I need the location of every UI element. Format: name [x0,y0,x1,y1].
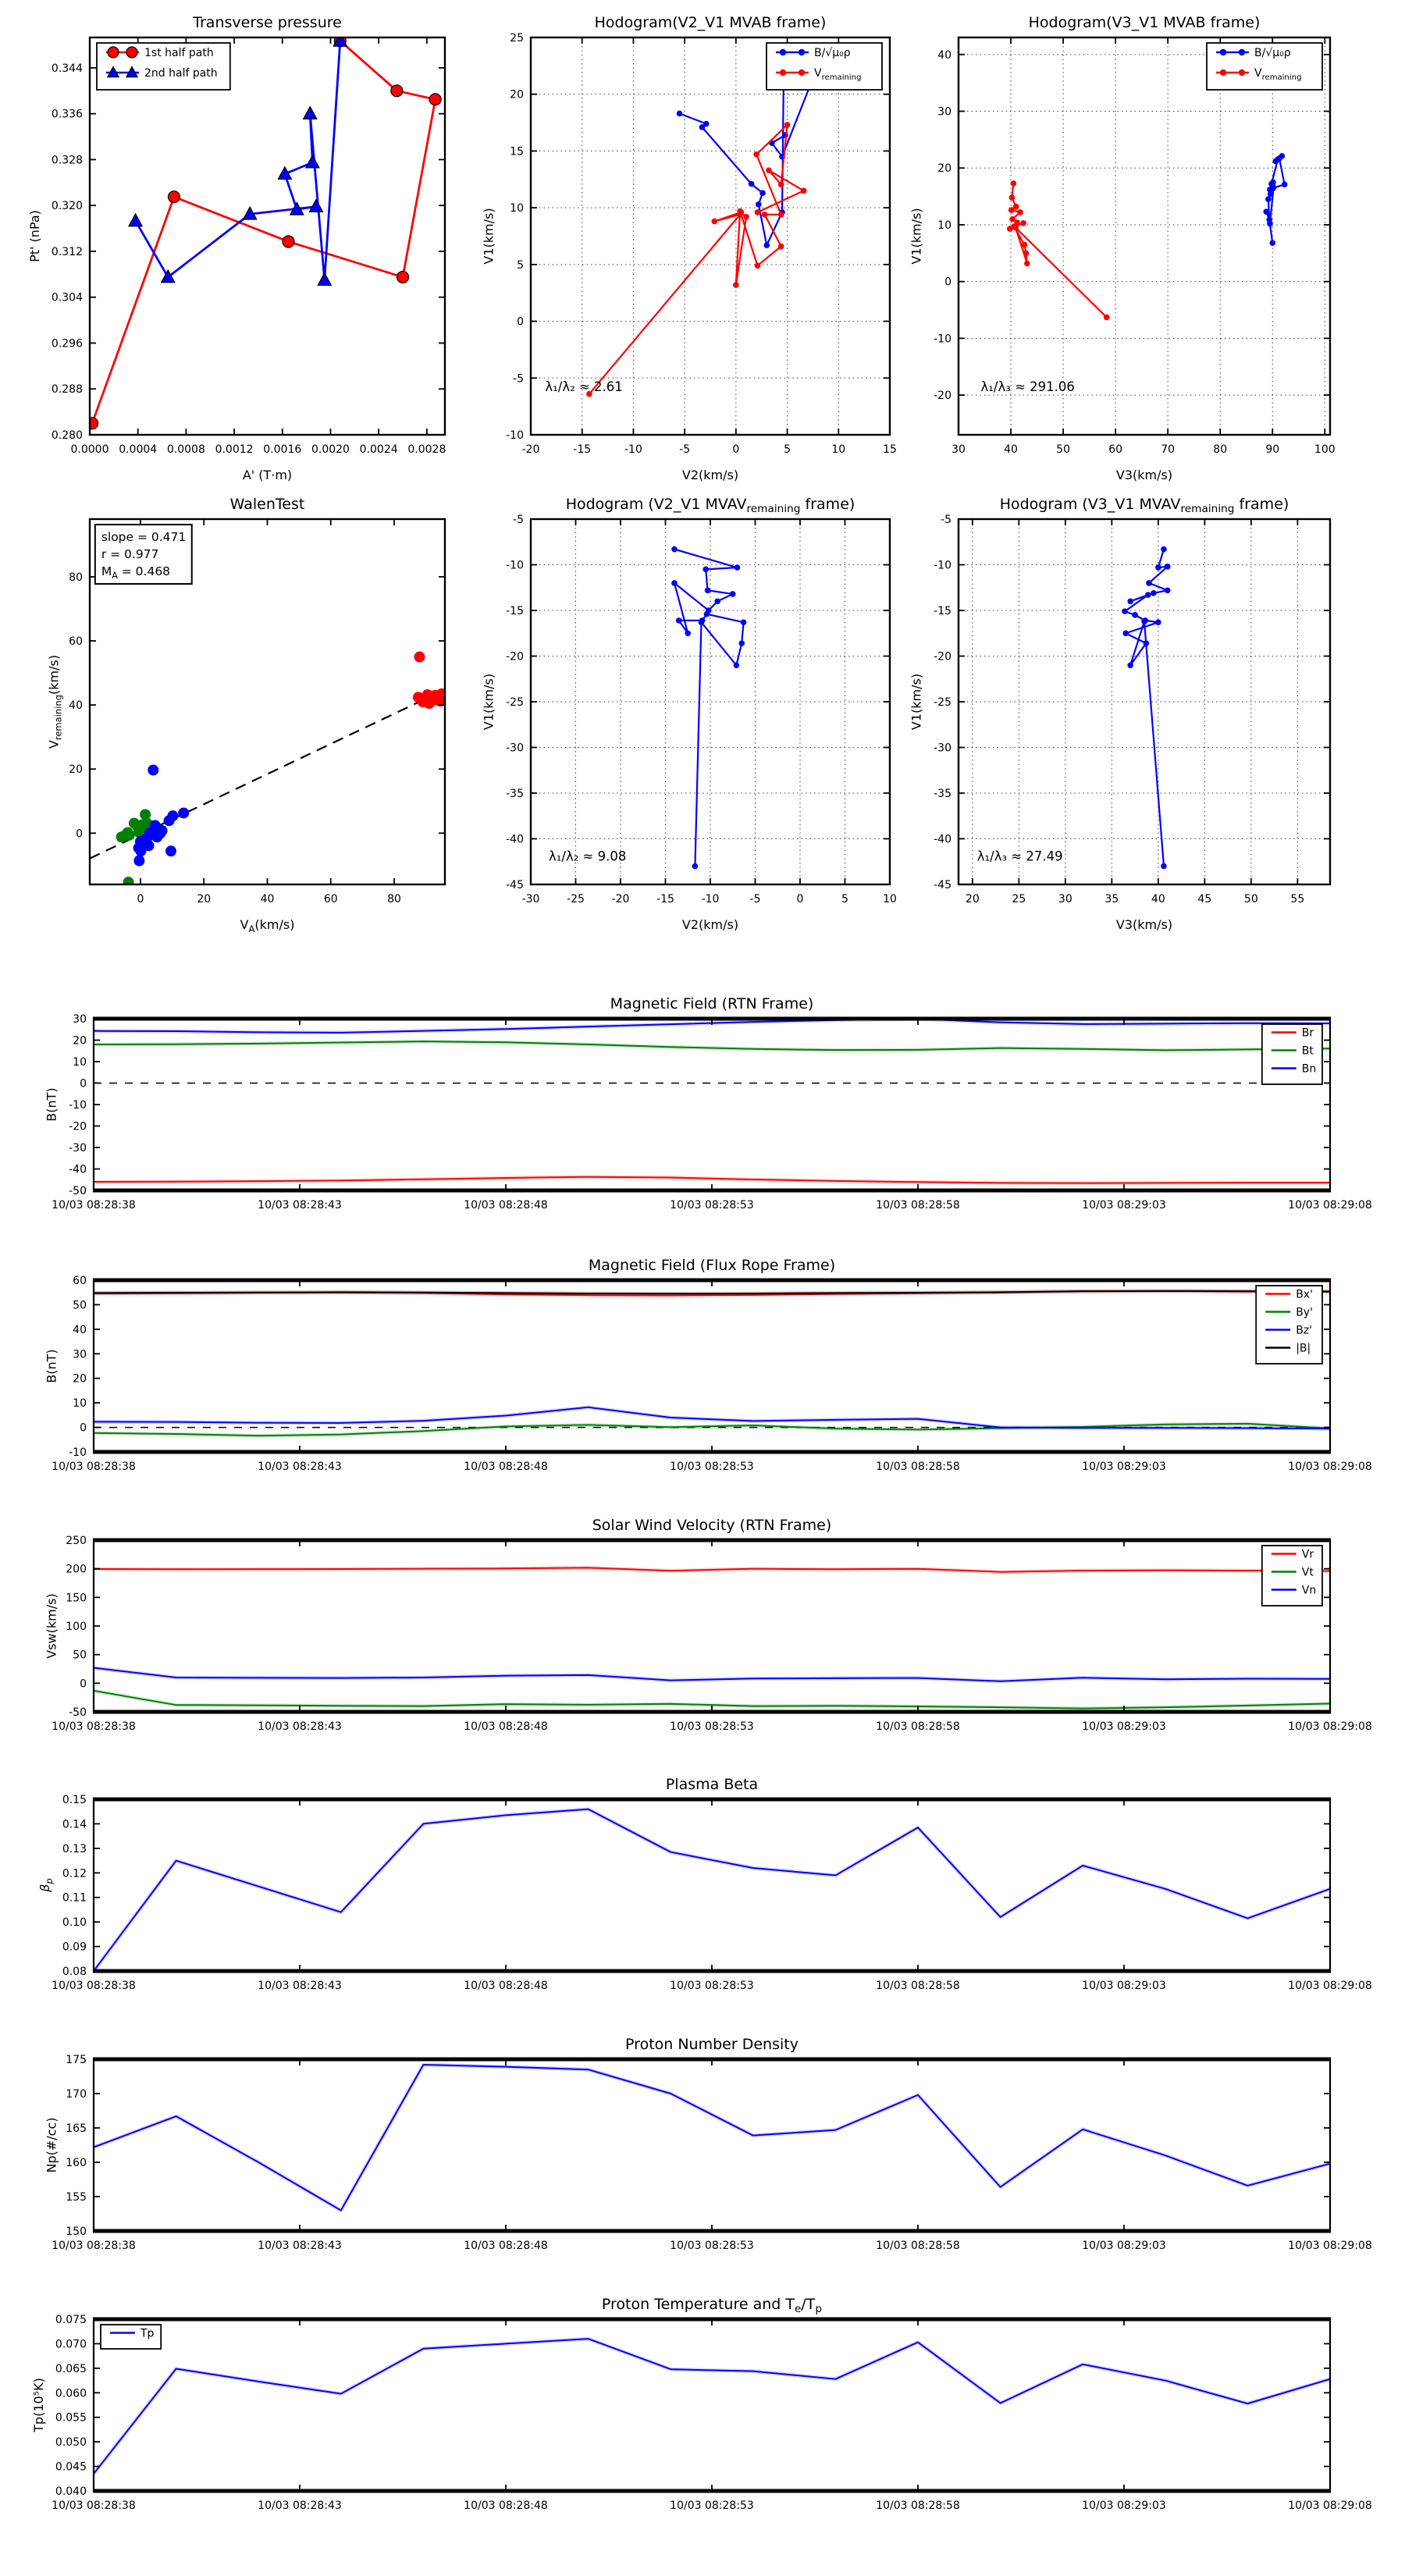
svg-text:V3(km/s): V3(km/s) [1115,917,1173,932]
svg-text:150: 150 [66,1592,87,1605]
svg-text:10/03 08:29:08: 10/03 08:29:08 [1288,1461,1372,1473]
svg-text:0: 0 [80,1077,87,1091]
svg-text:Solar Wind Velocity (RTN Frame: Solar Wind Velocity (RTN Frame) [592,1517,832,1534]
chart-hodogram-v2v1-mvab [481,14,897,482]
svg-text:0.045: 0.045 [55,2460,87,2474]
svg-text:-20: -20 [611,893,630,906]
svg-text:λ₁/λ₃ ≈ 291.06: λ₁/λ₃ ≈ 291.06 [980,379,1075,395]
svg-text:-15: -15 [934,605,951,617]
svg-text:Bx': Bx' [1296,1288,1313,1301]
svg-text:40: 40 [1151,893,1165,906]
svg-text:Plasma Beta: Plasma Beta [665,1776,759,1793]
svg-text:-35: -35 [934,788,951,800]
svg-text:0: 0 [80,1421,87,1435]
svg-text:0.0000: 0.0000 [70,443,109,456]
svg-text:20: 20 [965,893,980,906]
svg-text:Tp: Tp [140,2327,155,2340]
svg-text:0.070: 0.070 [55,2338,87,2351]
svg-text:10: 10 [937,219,951,232]
svg-text:10/03 08:28:38: 10/03 08:28:38 [52,1199,136,1212]
svg-text:50: 50 [73,1649,87,1662]
svg-text:0.320: 0.320 [51,200,83,213]
svg-text:0.11: 0.11 [62,1891,87,1905]
svg-text:0.09: 0.09 [62,1941,87,1954]
svg-text:10/03 08:28:53: 10/03 08:28:53 [670,1199,754,1212]
svg-text:80: 80 [387,893,401,906]
svg-text:20: 20 [197,893,212,906]
svg-text:0.065: 0.065 [55,2362,87,2375]
svg-text:100: 100 [66,1621,87,1633]
svg-text:-10: -10 [506,559,524,572]
svg-text:0.10: 0.10 [62,1916,87,1930]
svg-text:10/03 08:28:43: 10/03 08:28:43 [258,1199,342,1212]
svg-text:10/03 08:28:38: 10/03 08:28:38 [52,1980,136,1992]
svg-text:-30: -30 [506,742,524,755]
svg-text:-5: -5 [513,514,524,526]
svg-text:0.075: 0.075 [55,2314,87,2326]
svg-text:0.040: 0.040 [55,2485,87,2498]
svg-text:20: 20 [69,763,83,777]
svg-text:10/03 08:28:58: 10/03 08:28:58 [876,1199,960,1212]
svg-text:10/03 08:28:53: 10/03 08:28:53 [670,1461,754,1473]
svg-text:V2(km/s): V2(km/s) [681,468,739,482]
svg-text:A' (T·m): A' (T·m) [242,468,293,482]
svg-text:WalenTest: WalenTest [229,496,305,513]
svg-text:0.050: 0.050 [55,2436,87,2450]
svg-text:0: 0 [137,893,144,906]
svg-text:-5: -5 [941,514,951,526]
svg-text:10/03 08:28:58: 10/03 08:28:58 [876,2500,960,2512]
svg-text:0.060: 0.060 [55,2387,87,2400]
svg-text:90: 90 [1265,443,1280,456]
svg-text:0.288: 0.288 [51,383,83,397]
svg-text:170: 170 [66,2088,87,2101]
svg-text:5: 5 [517,258,524,272]
svg-text:40: 40 [69,699,83,713]
svg-text:10/03 08:28:48: 10/03 08:28:48 [464,1461,548,1473]
svg-text:10/03 08:28:53: 10/03 08:28:53 [670,1720,754,1733]
svg-text:15: 15 [510,145,524,158]
svg-text:35: 35 [1104,893,1119,906]
chart-transverse-pressure [27,14,446,482]
svg-text:10: 10 [73,1056,87,1069]
svg-text:10/03 08:29:03: 10/03 08:29:03 [1082,2500,1166,2512]
svg-text:0: 0 [80,1678,87,1691]
svg-text:10/03 08:29:03: 10/03 08:29:03 [1082,1199,1166,1212]
svg-text:MA = 0.468: $M_A = 0.468$ [101,564,171,582]
svg-text:Bn: Bn [1301,1062,1317,1076]
svg-text:B(nT): B(nT) [44,1349,59,1383]
svg-text:0.304: 0.304 [51,291,83,304]
svg-text:10/03 08:28:58: 10/03 08:28:58 [876,1720,960,1733]
svg-text:slope = 0.471: slope = 0.471 [101,530,187,545]
svg-text:0.055: 0.055 [55,2411,87,2425]
svg-text:Proton Number Density: Proton Number Density [625,2036,799,2053]
svg-text:40: 40 [937,48,951,62]
svg-text:175: 175 [66,2054,87,2066]
svg-text:10/03 08:29:03: 10/03 08:29:03 [1082,1720,1166,1733]
svg-text:50: 50 [1243,893,1258,906]
svg-text:10/03 08:28:58: 10/03 08:28:58 [876,2240,960,2252]
svg-text:Hodogram (V2_V1 MVAVremaining: Hodogram (V2_V1 $MVAV_{remaining}$ frame) [565,496,855,515]
svg-text:-40: -40 [934,833,951,846]
svg-text:Vsw(km/s): Vsw(km/s) [44,1593,59,1659]
svg-text:-20: -20 [521,443,540,456]
svg-text:-10: -10 [69,1099,87,1112]
svg-text:-20: -20 [69,1120,87,1133]
svg-text:Hodogram(V3_V1 MVAB frame): Hodogram(V3_V1 MVAB frame) [1028,14,1261,31]
svg-text:Vr: Vr [1301,1548,1314,1561]
chart-proton-number-density [44,2036,1371,2252]
svg-text:-10: -10 [934,559,951,572]
svg-text:10/03 08:29:08: 10/03 08:29:08 [1288,2240,1372,2252]
svg-text:0: 0 [517,315,524,329]
svg-text:0.0012: 0.0012 [215,443,254,456]
svg-text:10/03 08:29:08: 10/03 08:29:08 [1288,1199,1372,1212]
svg-text:-10: -10 [506,429,524,442]
svg-text:Magnetic Field (Flux Rope Fram: Magnetic Field (Flux Rope Frame) [588,1257,836,1274]
svg-text:20: 20 [937,162,951,176]
svg-text:10/03 08:28:38: 10/03 08:28:38 [52,2500,136,2512]
svg-text:VA(km/s): $V_A(km/s)$ [240,917,295,934]
svg-text:60: 60 [73,1275,87,1287]
svg-text:-40: -40 [69,1163,87,1176]
svg-text:-30: -30 [69,1142,87,1155]
svg-text:10/03 08:28:58: 10/03 08:28:58 [876,1980,960,1992]
svg-text:B/√μ₀ρ: B/√μ₀ρ [814,47,851,59]
chart-proton-temperature [31,2296,1372,2512]
svg-text:-40: -40 [506,833,524,846]
svg-text:0.0004: 0.0004 [119,443,158,456]
svg-text:-30: -30 [521,893,540,906]
svg-text:0: 0 [944,276,951,289]
chart-hodogram-v3v1-mvav [909,496,1330,932]
svg-text:155: 155 [66,2191,87,2204]
svg-text:|B|: |B| [1296,1342,1311,1355]
svg-text:30: 30 [73,1348,87,1361]
svg-text:30: 30 [1058,893,1072,906]
svg-text:-15: -15 [506,605,524,617]
svg-text:Np(#/cc): Np(#/cc) [44,2117,59,2173]
svg-text:-50: -50 [69,1185,87,1197]
svg-text:80: 80 [69,571,83,584]
svg-text:80: 80 [1213,443,1228,456]
svg-text:2nd half path: 2nd half path [144,67,218,80]
svg-text:0.0028: 0.0028 [407,443,446,456]
svg-text:0.12: 0.12 [62,1867,87,1880]
svg-text:-25: -25 [934,696,951,709]
chart-walen-test [47,496,449,934]
svg-text:-25: -25 [567,893,585,906]
svg-text:10/03 08:28:38: 10/03 08:28:38 [52,1720,136,1733]
chart-hodogram-v3v1-mvab [909,14,1335,482]
svg-text:Proton Temperature and Te/Tp: Proton Temperature and $T_e/T_p$ [601,2296,823,2315]
svg-text:10/03 08:29:08: 10/03 08:29:08 [1288,2500,1372,2512]
svg-text:40: 40 [260,893,275,906]
svg-text:Vremaining: $V_{remaining}$ [1254,67,1302,82]
svg-text:Magnetic Field (RTN Frame): Magnetic Field (RTN Frame) [610,995,814,1012]
svg-text:20: 20 [73,1372,87,1386]
svg-text:Br: Br [1301,1026,1314,1040]
svg-text:10/03 08:28:38: 10/03 08:28:38 [52,1461,136,1473]
svg-text:10/03 08:29:03: 10/03 08:29:03 [1082,1980,1166,1992]
svg-text:10/03 08:28:43: 10/03 08:28:43 [258,1980,342,1992]
svg-text:-5: -5 [749,893,761,906]
svg-text:10/03 08:28:43: 10/03 08:28:43 [258,1461,342,1473]
svg-text:B(nT): B(nT) [44,1087,59,1122]
svg-text:0.280: 0.280 [51,429,83,442]
svg-text:100: 100 [1314,443,1336,456]
svg-text:1st half path: 1st half path [144,47,214,59]
svg-text:40: 40 [1004,443,1018,456]
svg-text:Vremaining: $V_{remaining}$ [814,67,862,82]
svg-text:-35: -35 [506,788,524,800]
svg-text:B/√μ₀ρ: B/√μ₀ρ [1254,47,1291,59]
svg-text:0.13: 0.13 [62,1842,87,1856]
svg-text:Bt: Bt [1301,1044,1314,1058]
svg-text:-45: -45 [934,879,951,891]
svg-text:0.328: 0.328 [51,154,83,167]
chart-magnetic-field-flux-rope [44,1257,1371,1473]
svg-text:Tp(10⁵K): Tp(10⁵K) [31,2378,46,2432]
svg-text:0: 0 [76,827,83,841]
svg-text:50: 50 [1056,443,1070,456]
svg-text:-50: -50 [69,1706,87,1719]
svg-text:60: 60 [69,635,83,648]
svg-text:10/03 08:29:08: 10/03 08:29:08 [1288,1980,1372,1992]
svg-text:0.14: 0.14 [62,1818,87,1831]
chart-plasma-beta [37,1776,1372,1992]
svg-text:10/03 08:28:58: 10/03 08:28:58 [876,1461,960,1473]
svg-text:10/03 08:28:48: 10/03 08:28:48 [464,1199,548,1212]
svg-text:0.0016: 0.0016 [263,443,302,456]
svg-text:V1(km/s): V1(km/s) [481,673,496,731]
svg-text:0.336: 0.336 [51,108,83,121]
svg-text:0.08: 0.08 [62,1966,87,1978]
svg-text:-5: -5 [679,443,691,456]
svg-text:Hodogram(V2_V1 MVAB frame): Hodogram(V2_V1 MVAB frame) [594,14,827,31]
svg-text:-15: -15 [656,893,674,906]
svg-text:-25: -25 [506,696,524,709]
svg-text:βp: $\beta_p$ [37,1878,55,1892]
svg-text:0.296: 0.296 [51,337,83,350]
svg-text:λ₁/λ₃ ≈ 27.49: λ₁/λ₃ ≈ 27.49 [976,849,1063,864]
svg-text:-15: -15 [573,443,592,456]
chart-solar-wind-velocity [44,1517,1371,1733]
svg-text:10: 10 [883,893,897,906]
svg-text:0.0008: 0.0008 [166,443,205,456]
svg-text:10/03 08:28:48: 10/03 08:28:48 [464,2500,548,2512]
svg-text:-10: -10 [624,443,642,456]
svg-text:Vt: Vt [1301,1566,1314,1579]
svg-text:-5: -5 [513,372,524,386]
svg-text:V1(km/s): V1(km/s) [909,673,924,731]
svg-text:10/03 08:28:48: 10/03 08:28:48 [464,1720,548,1733]
svg-text:5: 5 [841,893,848,906]
svg-text:0.344: 0.344 [51,62,83,75]
svg-text:r = 0.977: r = 0.977 [101,547,159,562]
svg-text:10: 10 [73,1397,87,1411]
svg-text:Bz': Bz' [1296,1324,1313,1337]
svg-text:10: 10 [510,202,524,215]
svg-text:5: 5 [784,443,791,456]
svg-text:0.0024: 0.0024 [359,443,398,456]
svg-text:15: 15 [883,443,897,456]
svg-text:-10: -10 [934,333,951,346]
svg-text:10/03 08:28:53: 10/03 08:28:53 [670,2500,754,2512]
svg-text:V3(km/s): V3(km/s) [1115,468,1173,482]
svg-text:20: 20 [73,1034,87,1048]
svg-text:Pt' (nPa): Pt' (nPa) [27,210,42,262]
svg-text:Vn: Vn [1301,1584,1317,1597]
svg-text:10: 10 [831,443,846,456]
svg-text:Hodogram (V3_V1 MVAVremaining: Hodogram (V3_V1 $MVAV_{remaining}$ frame) [999,496,1289,515]
svg-text:10/03 08:29:08: 10/03 08:29:08 [1288,1720,1372,1733]
svg-text:10/03 08:28:43: 10/03 08:28:43 [258,2240,342,2252]
svg-text:By': By' [1296,1306,1313,1319]
svg-text:V1(km/s): V1(km/s) [909,208,924,265]
svg-text:-45: -45 [506,879,524,891]
svg-text:165: 165 [66,2122,87,2135]
svg-text:40: 40 [73,1323,87,1336]
svg-text:50: 50 [73,1299,87,1312]
svg-text:10/03 08:28:43: 10/03 08:28:43 [258,2500,342,2512]
svg-text:V1(km/s): V1(km/s) [481,208,496,265]
svg-text:-20: -20 [934,650,951,664]
svg-text:0: 0 [732,443,740,456]
chart-hodogram-v2v1-mvav [481,496,897,932]
svg-text:55: 55 [1290,893,1305,906]
svg-text:0.0020: 0.0020 [311,443,350,456]
svg-text:30: 30 [73,1013,87,1026]
svg-text:250: 250 [66,1535,87,1547]
svg-text:10/03 08:28:48: 10/03 08:28:48 [464,1980,548,1992]
svg-text:10/03 08:29:03: 10/03 08:29:03 [1082,1461,1166,1473]
svg-text:10/03 08:28:48: 10/03 08:28:48 [464,2240,548,2252]
svg-text:-10: -10 [701,893,720,906]
svg-text:25: 25 [1012,893,1026,906]
svg-text:70: 70 [1161,443,1176,456]
svg-text:60: 60 [323,893,338,906]
svg-text:25: 25 [510,32,524,44]
svg-text:200: 200 [66,1563,87,1576]
svg-text:160: 160 [66,2157,87,2169]
svg-text:30: 30 [951,443,966,456]
svg-text:-20: -20 [506,650,524,664]
chart-magnetic-field-rtn [44,995,1371,1212]
svg-text:20: 20 [510,88,524,101]
svg-text:-10: -10 [69,1446,87,1459]
svg-text:λ₁/λ₂ ≈ 2.61: λ₁/λ₂ ≈ 2.61 [545,379,623,395]
svg-text:60: 60 [1108,443,1123,456]
svg-text:V2(km/s): V2(km/s) [681,917,739,932]
svg-text:Vremaining(km/s): $V_{remaining}(km/s)$ [46,654,64,749]
svg-text:45: 45 [1197,893,1212,906]
svg-text:10/03 08:28:43: 10/03 08:28:43 [258,1720,342,1733]
svg-text:Transverse pressure: Transverse pressure [193,14,342,31]
svg-text:0: 0 [796,893,804,906]
svg-text:10/03 08:28:53: 10/03 08:28:53 [670,2240,754,2252]
svg-text:-30: -30 [934,742,951,755]
svg-text:30: 30 [937,105,951,119]
svg-text:λ₁/λ₂ ≈ 9.08: λ₁/λ₂ ≈ 9.08 [549,849,627,864]
svg-text:10/03 08:29:03: 10/03 08:29:03 [1082,2240,1166,2252]
svg-text:10/03 08:28:53: 10/03 08:28:53 [670,1980,754,1992]
svg-text:0.312: 0.312 [51,245,83,258]
svg-text:150: 150 [66,2226,87,2238]
svg-text:-20: -20 [934,390,951,403]
svg-text:0.15: 0.15 [62,1794,87,1806]
svg-text:10/03 08:28:38: 10/03 08:28:38 [52,2240,136,2252]
